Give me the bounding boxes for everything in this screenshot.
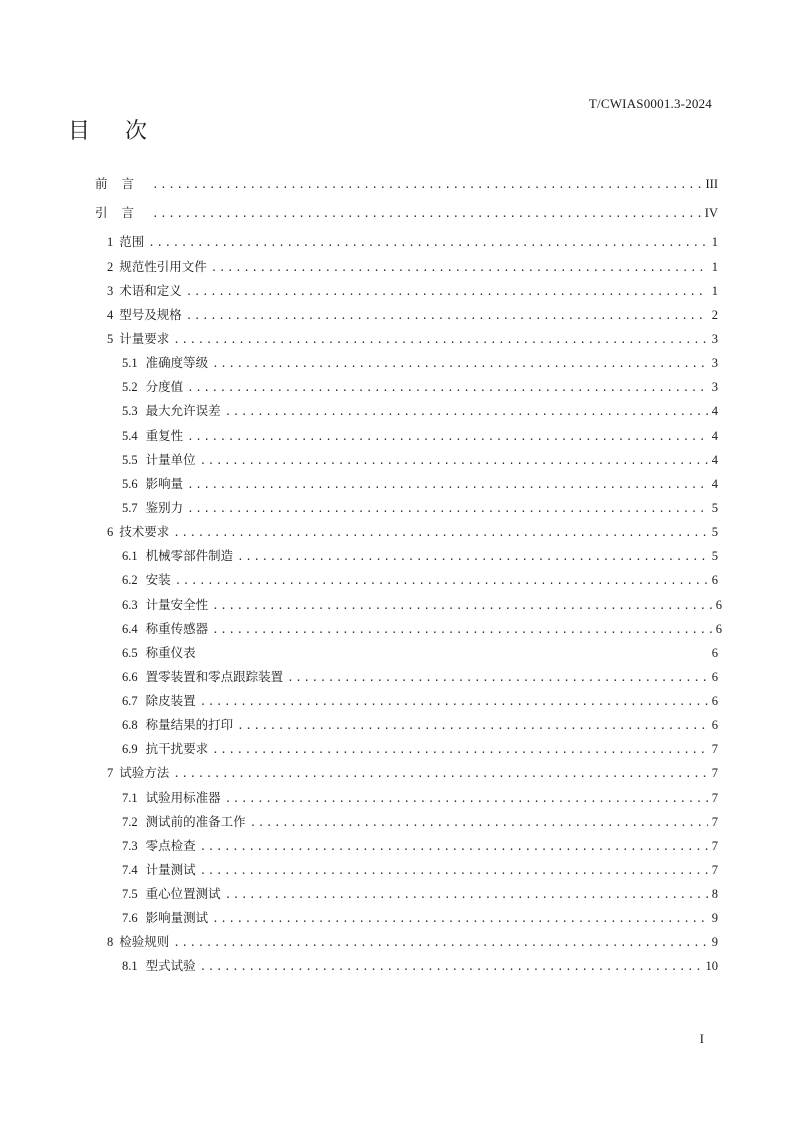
toc-entry-5-6[interactable] [122,474,718,494]
toc-leader-dots [212,596,712,616]
toc-entry-5[interactable] [107,329,718,349]
toc-entry-page: 5 [711,549,718,563]
toc-leader-dots [200,861,708,881]
toc-entry-6-2[interactable] [122,570,718,590]
toc-leader-dots [175,571,708,591]
toc-entry-label: 前言 [95,176,149,191]
toc-entry-label: 技术要求 [119,524,170,539]
toc-leader-dots [187,378,708,398]
toc-entry-label: 鉴别力 [145,500,184,515]
toc-entry-label: 重复性 [145,428,184,443]
toc-entry-7-5[interactable] [122,884,718,904]
toc-entry-number: 7 [107,766,114,780]
toc-leader-dots [200,957,702,977]
toc-leader-dots [173,933,707,953]
toc-entry-number: 8 [107,935,114,949]
toc-leader-dots [187,475,708,495]
toc-entry-label: 除皮装置 [145,693,196,708]
toc-leader-dots [250,813,708,833]
toc-entry-number: 7.3 [122,839,138,853]
toc-entry-number: 6.1 [122,549,138,563]
toc-entry-4[interactable] [107,305,718,325]
toc-entry-number: 7.1 [122,791,138,805]
toc-entry-3[interactable] [107,281,718,301]
toc-entry-5-4[interactable] [122,426,718,446]
toc-leader-dots [187,427,708,447]
toc-entry-number: 5.7 [122,501,138,515]
toc-entry-number: 6.7 [122,694,138,708]
toc-leader-dots [186,282,708,302]
toc-entry-6-4[interactable] [122,619,722,639]
toc-leader-dots [200,692,708,712]
toc-entry-number: 7.4 [122,863,138,877]
toc-entry-page: 6 [711,694,718,708]
toc-entry-number: 3 [107,284,114,298]
toc-entry-number: 6.9 [122,742,138,756]
toc-entry-number: 7.6 [122,911,138,925]
toc-entry-page: 8 [711,887,718,901]
toc-entry-number: 5.3 [122,404,138,418]
toc-leader-dots [212,909,708,929]
toc-leader-dots [225,789,708,809]
toc-entry-7-1[interactable] [122,788,718,808]
toc-entry-page: 6 [711,573,718,587]
toc-leader-dots [200,451,708,471]
toc-entry-5-1[interactable] [122,353,718,373]
toc-entry-page: 6 [711,718,718,732]
toc-entry-page: IV [704,206,718,220]
toc-leader-dots [237,547,708,567]
toc-entry-number: 1 [107,235,114,249]
toc-entry-label: 计量单位 [145,452,196,467]
toc-entry-number: 5.2 [122,380,138,394]
toc-entry-1[interactable] [107,232,718,252]
toc-entry-page: 7 [711,791,718,805]
toc-entry-number: 6.3 [122,598,138,612]
toc-entry-page: 6 [711,670,718,684]
toc-entry-label: 计量测试 [145,862,196,877]
toc-leader-dots [152,175,701,195]
toc-leader-dots [173,330,707,350]
toc-entry-6[interactable] [107,522,718,542]
toc-entry-page: 7 [711,766,718,780]
toc-entry-7-6[interactable] [122,908,718,928]
toc-entry-page: 7 [711,815,718,829]
toc-entry-page: 5 [711,525,718,539]
toc-entry-label: 测试前的准备工作 [145,814,246,829]
toc-entry-page: 7 [711,742,718,756]
toc-entry-label: 称重传感器 [145,621,209,636]
toc-entry-label: 计量要求 [119,331,170,346]
toc-leader-dots [237,716,708,736]
toc-entry-7-2[interactable] [122,812,718,832]
toc-entry-label: 型号及规格 [119,307,182,322]
toc-entry-page: 3 [711,356,718,370]
toc-entry-page: 4 [711,429,718,443]
toc-entry-page: 4 [711,404,718,418]
toc-entry-label: 抗干扰要求 [145,741,209,756]
toc-entry-page: 2 [711,308,718,322]
page-number: I [699,1031,704,1046]
toc-entry-label: 影响量 [145,476,184,491]
toc-leader-dots [173,523,707,543]
toc-entry-label: 影响量测试 [145,910,209,925]
toc-leader-dots [173,764,707,784]
toc-entry-6-3[interactable] [122,595,722,615]
toc-leader-dots [212,620,712,640]
toc-entry-label: 范围 [119,234,145,249]
toc-entry-number: 6.2 [122,573,138,587]
toc-entry-page: 7 [711,839,718,853]
toc-entry-label: 称量结果的打印 [145,717,234,732]
toc-leader-dots [212,740,708,760]
toc-entry-label: 称重仪表 [145,645,196,660]
toc-entry-5-5[interactable] [122,450,718,470]
toc-leader-dots [152,204,701,224]
toc-entry-label: 最大允许误差 [145,403,221,418]
toc-entry-page: 4 [711,477,718,491]
toc-leader-dots [187,499,708,519]
toc-entry-page: 7 [711,863,718,877]
toc-entry-page: 3 [711,380,718,394]
toc-entry-number: 2 [107,260,114,274]
toc-entry-number: 5.5 [122,453,138,467]
toc-entry-page: 5 [711,501,718,515]
toc-entry-2[interactable] [107,257,718,277]
toc-entry-page: 10 [705,959,718,973]
toc-entry-6-8[interactable] [122,715,718,735]
toc-entry-5-2[interactable] [122,377,718,397]
toc-entry-page: III [705,177,718,191]
toc-entry-label: 规范性引用文件 [119,259,207,274]
toc-entry-label: 试验用标准器 [145,790,221,805]
toc-leader-dots [225,402,708,422]
toc-entry-label: 机械零部件制造 [145,548,234,563]
toc-leader-dots [212,354,708,374]
toc-entry-page: 3 [711,332,718,346]
toc-entry-introduction[interactable] [95,203,718,223]
toc-entry-page: 6 [715,622,722,636]
toc-entry-number: 7.2 [122,815,138,829]
toc-entry-7[interactable] [107,763,718,783]
toc-entry-label: 计量安全性 [145,597,209,612]
toc-entry-6-5[interactable] [122,643,718,663]
toc-entry-number: 8.1 [122,959,138,973]
toc-entry-6-9[interactable] [122,739,718,759]
toc-entry-page: 4 [711,453,718,467]
toc-entry-label: 引言 [95,205,149,220]
toc-entry-number: 4 [107,308,114,322]
toc-entry-number: 5.1 [122,356,138,370]
toc-entry-label: 分度值 [145,379,184,394]
toc-entry-5-7[interactable] [122,498,718,518]
toc-entry-number: 6.6 [122,670,138,684]
toc-entry-label: 置零装置和零点跟踪装置 [145,669,284,684]
toc-entry-label: 安装 [145,572,171,587]
toc-entry-page: 9 [711,911,718,925]
toc-entry-7-3[interactable] [122,836,718,856]
toc-entry-page: 1 [711,235,718,249]
toc-entry-foreword[interactable] [95,174,718,194]
toc-entry-6-6[interactable] [122,667,718,687]
toc-entry-8[interactable] [107,932,718,952]
toc-entry-label: 重心位置测试 [145,886,221,901]
toc-entry-number: 6.4 [122,622,138,636]
toc-entry-8-1[interactable] [122,956,718,976]
toc-entry-number: 6.8 [122,718,138,732]
document-code: T/CWIAS0001.3-2024 [588,96,712,111]
toc-entry-page: 1 [711,284,718,298]
toc-entry-7-4[interactable] [122,860,718,880]
toc-leader-dots [211,258,708,278]
toc-entry-number: 7.5 [122,887,138,901]
toc-leader-dots [200,837,708,857]
toc-leader-dots [287,668,708,688]
toc-entry-label: 检验规则 [119,934,170,949]
toc-entry-number: 5.6 [122,477,138,491]
toc-entry-page: 6 [715,598,722,612]
toc-title: 目 次 [68,119,161,144]
toc-entry-number: 6.5 [122,646,138,660]
toc-entry-label: 准确度等级 [145,355,209,370]
toc-entry-label: 试验方法 [119,765,170,780]
toc-entry-page: 6 [711,646,718,660]
toc-entry-number: 5.4 [122,429,138,443]
toc-entry-label: 型式试验 [145,958,196,973]
toc-leader-dots [148,233,707,253]
toc-leader-dots [186,306,708,326]
toc-entry-page: 1 [711,260,718,274]
toc-entry-number: 5 [107,332,114,346]
toc-entry-5-3[interactable] [122,401,718,421]
toc-entry-label: 零点检查 [145,838,196,853]
toc-entry-6-7[interactable] [122,691,718,711]
toc-entry-page: 9 [711,935,718,949]
toc-entry-6-1[interactable] [122,546,718,566]
toc-leader-dots [225,885,708,905]
toc-entry-number: 6 [107,525,114,539]
toc-entry-label: 术语和定义 [119,283,182,298]
